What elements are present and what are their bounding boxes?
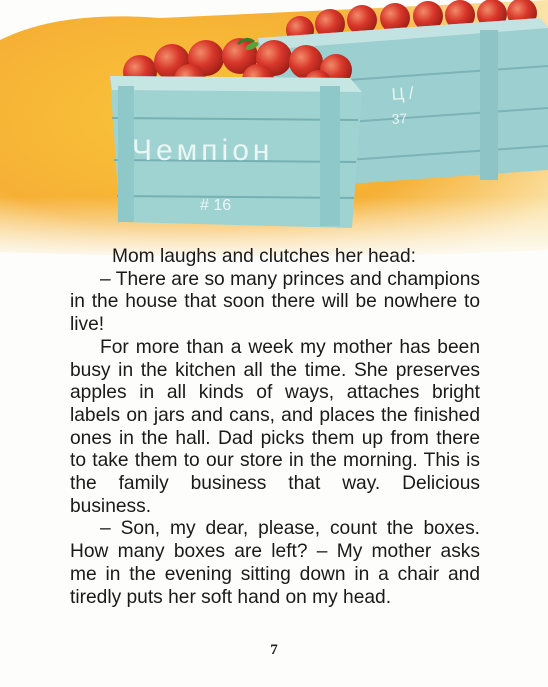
paragraph: For more than a week my mother has been busy in the kitchen all the time. She preserves apples in all kinds of ways, attaches bright labels on jars and cans, and places the finished ones in the hall. Dad picks them up from there to take them to our store in the morning. This is the family business that way. Delicious business. (70, 336, 480, 517)
front-crate (110, 38, 362, 228)
apple-crates-illustration (0, 0, 548, 262)
front-crate-number: # 16 (200, 197, 232, 214)
paragraph: Mom laughs and clutches her head: (112, 246, 416, 267)
back-crate-label: Ц / (390, 83, 415, 104)
paragraph: – Son, my dear, please, count the boxes. How many boxes are left? – My mother asks me in the evening sitting down in a chair and tiredly puts her soft hand on my head. (70, 518, 480, 608)
paragraph: – There are so many princes and champions in the house that soon there will be nowhere to live! (70, 268, 480, 336)
page-number: 7 (270, 642, 278, 658)
story-text (70, 246, 480, 609)
front-crate-label: Чемпіон (132, 134, 274, 167)
back-crate-number: 37 (391, 109, 408, 127)
